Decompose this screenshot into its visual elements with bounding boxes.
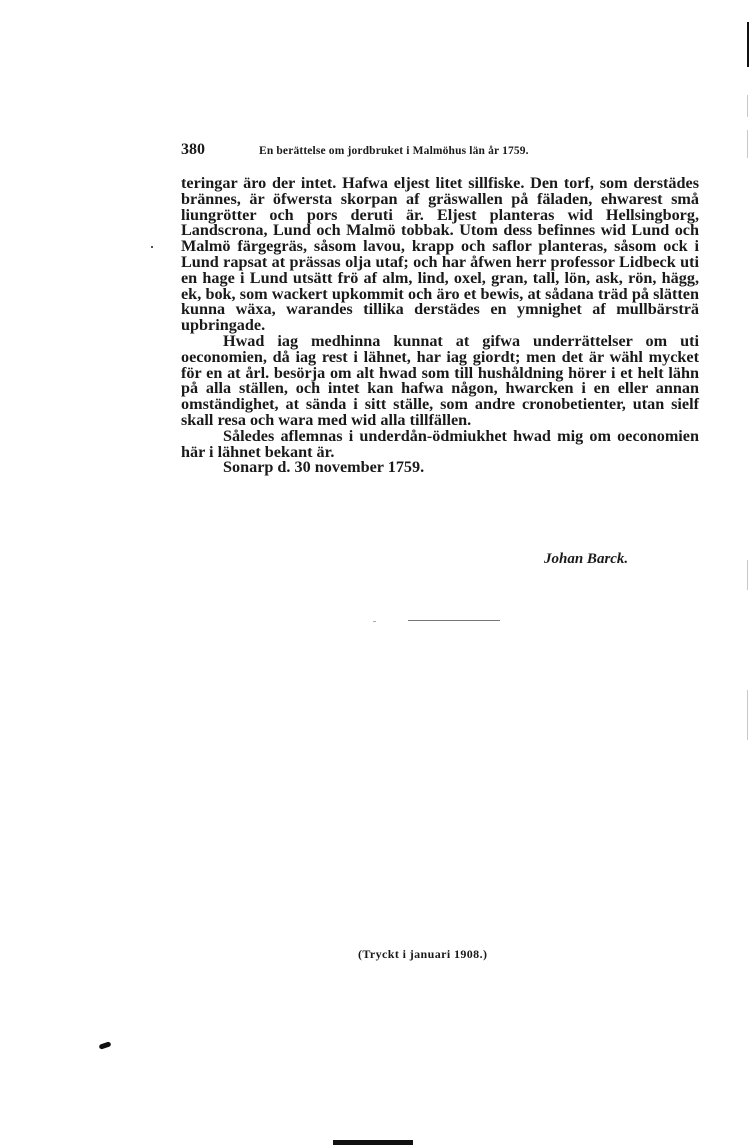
edge-mark — [747, 95, 748, 117]
binding-edge-line — [747, 22, 749, 67]
paragraph-3: Således aflemnas i underdån-ödmiukhet hwad mig om oeconomien här i lähnet bekant är. — [181, 426, 699, 461]
closing-date: Sonarp d. 30 november 1759. — [223, 458, 425, 477]
signature: Johan Barck. — [544, 551, 629, 567]
page-number: 380 — [181, 141, 205, 158]
paragraph-2: Hwad iag medhinna kunnat at gifwa underrättelser om uti oeconomien, då iag rest i lähnet, har iag giordt; men det är wähl mycket för en at årl. besörja om alt hwad som till hushåldning hörer i et helt lähn på alla ställen, och intet kan hafwa någon, hwarcken i en eller annan omständighet, at sända i sitt ställe, som andre cronobetienter, utan sielf skall resa och wara med wid alla tillfällen. — [181, 331, 699, 429]
print-note: (Tryckt i januari 1908.) — [358, 947, 488, 961]
running-title: En berättelse om jordbruket i Malmöhus län år 1759. — [259, 145, 529, 157]
bottom-edge-bar — [333, 1140, 413, 1145]
main-text — [181, 176, 699, 476]
stray-ink-mark — [99, 1041, 112, 1049]
edge-mark — [747, 560, 748, 590]
paragraph-1: teringar äro der intet. Hafwa eljest litet sillfiske. Den torf, som derstädes brännes, är öfwersta skorpan af gräswallen på fäladen, ehwarest små liungrötter och pors deruti är. Eljest planteras wid Hellsingborg, Landscrona, Lund och Malmö tobbak. Utom dess befinnes wid Lund och Malmö färgegräs, såsom lavou, krapp och saflor planteras, såsom ock i Lund rapsat at prässas olja utaf; och har åfwen herr professor Lidbeck uti en hage i Lund utsätt frö af alm, lind, oxel, gran, tall, lön, ask, rön, hägg, ek, bok, som wackert upkommit och äro et bewis, at sådana träd på slätten kunna wäxa, warandes tillika derstädes en ymnighet af mullbärsträ upbringade. — [181, 174, 699, 335]
edge-mark — [747, 690, 748, 740]
scan-speck — [151, 246, 153, 248]
edge-mark — [747, 130, 748, 158]
ornament-dot — [373, 621, 376, 622]
ornament-rule — [408, 620, 500, 621]
